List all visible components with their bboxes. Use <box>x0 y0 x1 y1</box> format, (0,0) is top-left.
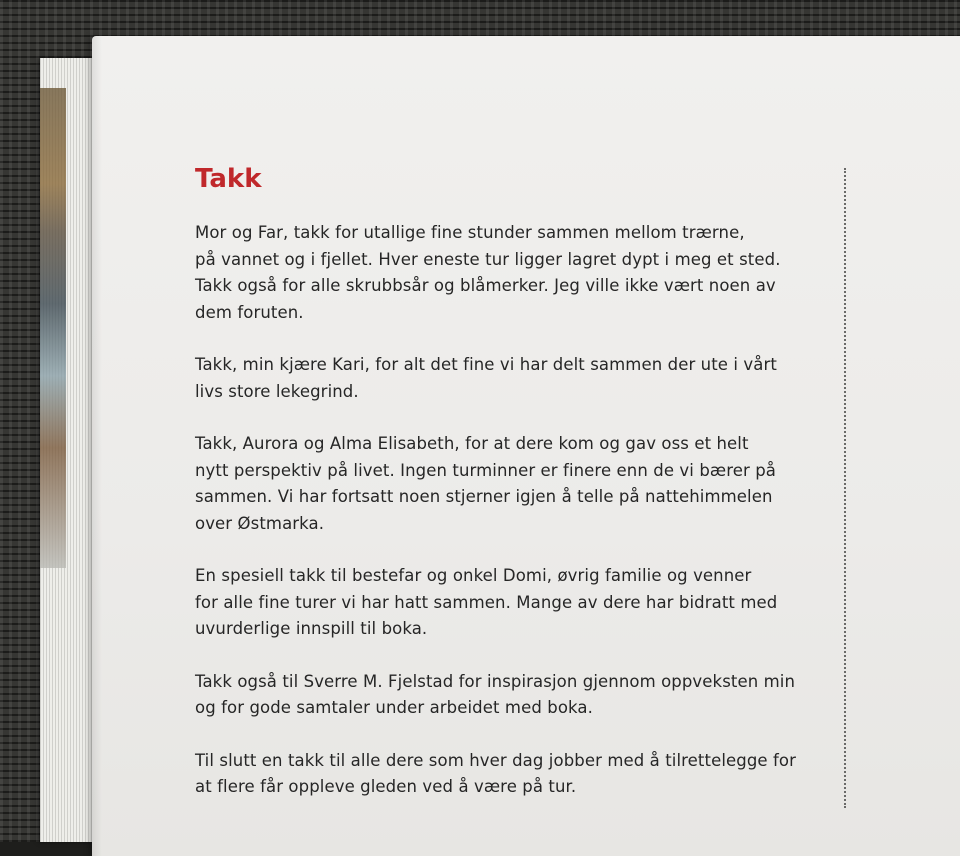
paragraph-parents <box>195 220 835 326</box>
paragraph-children <box>195 431 835 537</box>
text-line: Til slutt en takk til alle dere som hver dag jobber med å tilrettelegge for <box>195 750 796 770</box>
text-line: for alle fine turer vi har hatt sammen. Mange av dere har bidratt med <box>195 592 778 612</box>
paragraph-kari <box>195 352 835 405</box>
text-line: Takk også for alle skrubbsår og blåmerker. Jeg ville ikke vært noen av <box>195 276 776 295</box>
photo-page-sliver <box>40 88 66 568</box>
page-content <box>195 162 835 827</box>
text-line: på vannet og i fjellet. Hver eneste tur ligger lagret dypt i meg et sted. <box>195 249 781 269</box>
paragraph-closing <box>195 748 835 801</box>
text-line: Takk også til Sverre M. Fjelstad for inspirasjon gjennom oppveksten min <box>195 671 796 691</box>
dotted-margin-rule <box>844 168 846 808</box>
text-line: livs store lekegrind. <box>195 381 359 401</box>
text-line: sammen. Vi har fortsatt noen stjerner igjen å telle på nattehimmelen <box>195 487 773 506</box>
text-line: Mor og Far, takk for utallige fine stunder sammen mellom trærne, <box>195 223 745 242</box>
text-line: uvurderlige innspill til boka. <box>195 619 428 638</box>
page-title: Takk <box>195 164 262 194</box>
text-line: dem foruten. <box>195 302 304 322</box>
paragraph-family-friends <box>195 563 835 643</box>
text-line: nytt perspektiv på livet. Ingen turminner er finere enn de vi bærer på <box>195 460 776 480</box>
text-line: Takk, Aurora og Alma Elisabeth, for at dere kom og gav oss et helt <box>195 434 749 453</box>
text-line: Takk, min kjære Kari, for alt det fine vi har delt sammen der ute i vårt <box>195 355 777 374</box>
text-line: og for gode samtaler under arbeidet med boka. <box>195 698 593 717</box>
book-page-edges <box>40 58 96 842</box>
paragraph-sverre <box>195 669 835 722</box>
text-line: over Østmarka. <box>195 513 325 533</box>
text-line: at flere får oppleve gleden ved å være på tur. <box>195 777 577 796</box>
text-line: En spesiell takk til bestefar og onkel Domi, øvrig familie og venner <box>195 566 752 585</box>
book-page <box>92 36 960 856</box>
